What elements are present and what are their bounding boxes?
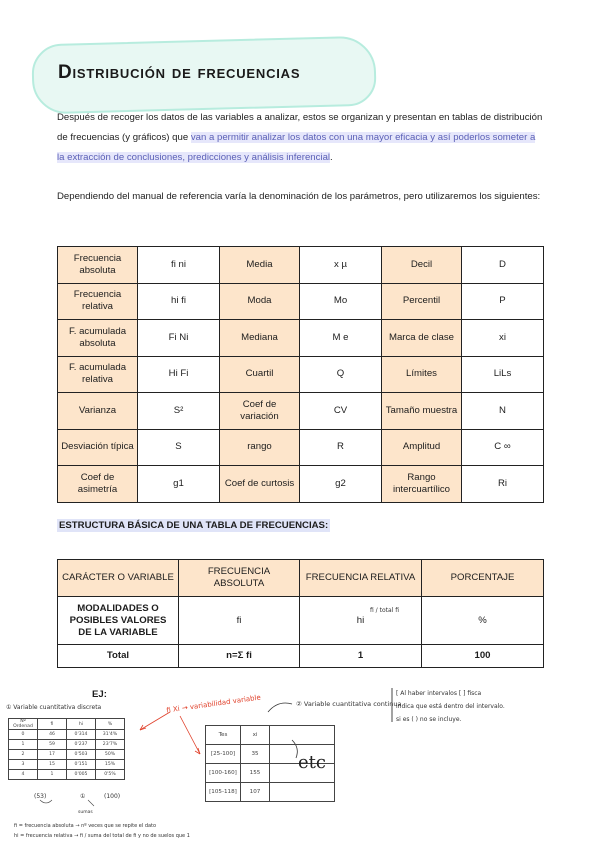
total-cell: n=Σ fi (179, 645, 300, 668)
parameter-row (58, 283, 544, 320)
parameter-symbol: g1 (138, 466, 220, 503)
note-continuous-variable: ② Variable cuantitativa continua (296, 700, 402, 708)
parameter-symbol: S (138, 429, 220, 466)
parameters-table (57, 246, 544, 503)
parameter-name: Percentil (382, 283, 462, 320)
parameter-name: Varianza (58, 393, 138, 430)
mini-total-percent: (100) (104, 793, 121, 800)
handwritten-discrete-table (8, 718, 125, 780)
frequency-table-row (58, 597, 544, 645)
mini2-header-empty-cell (270, 726, 335, 745)
red-arrow-left (140, 712, 170, 730)
mini2-row-cell: [25-100] (206, 745, 241, 764)
hi-definition: hi = frecuencia relativa → fi / suma del total de fi y no de suelos que 1 (14, 833, 190, 839)
mini-row-cell: 0'5% (96, 770, 125, 780)
parameter-name: Coef de curtosis (220, 466, 300, 503)
parameter-name: Moda (220, 283, 300, 320)
parameter-name: Frecuencia relativa (58, 283, 138, 320)
parameter-name: Coef de asimetría (58, 466, 138, 503)
mini-row-cell: 23'7% (96, 740, 125, 750)
hi-value: hi (356, 614, 365, 626)
ink-arrow (268, 703, 292, 712)
parameter-name: Marca de clase (382, 320, 462, 357)
parameter-name: Coef de variación (220, 393, 300, 430)
mini-row-cell: 15% (96, 760, 125, 770)
brace-note-3: si es ( ) no se incluye. (396, 716, 462, 723)
parameter-name: rango (220, 429, 300, 466)
parameter-row (58, 429, 544, 466)
parameter-symbol: Fi Ni (138, 320, 220, 357)
parameter-symbol: g2 (300, 466, 382, 503)
mini2-row-cell: 35 (241, 745, 270, 764)
mini2-header-cell: Tes (206, 726, 241, 745)
mini-header (9, 719, 125, 730)
parameter-symbol: P (462, 283, 544, 320)
parameter-symbol: Q (300, 356, 382, 393)
header-cell: PORCENTAJE (422, 560, 544, 597)
mini2-header (206, 726, 335, 745)
title-banner (32, 40, 372, 106)
mini-header-cell: hi (67, 719, 96, 730)
param-intro: Dependiendo del manual de referencia varía la denominación de los parámetros, pero utilizaremos los siguientes: (57, 191, 541, 202)
mini-total-hi: ① (80, 793, 86, 800)
mini-header-cell: % (96, 719, 125, 730)
hi-handwritten-note: fi / total fi (370, 607, 400, 614)
mini-row-cell: 31'4% (96, 730, 125, 740)
parameter-symbol: M e (300, 320, 382, 357)
frequency-table-header (58, 560, 544, 597)
mini-row-cell: 0'503 (67, 750, 96, 760)
parameter-symbol: Ri (462, 466, 544, 503)
parameter-symbol: C ∞ (462, 429, 544, 466)
parameter-name: Tamaño muestra (382, 393, 462, 430)
header-cell: FRECUENCIA ABSOLUTA (179, 560, 300, 597)
mini-row-cell: 15 (38, 760, 67, 770)
parameter-symbol: R (300, 429, 382, 466)
parameter-name: Desviación típica (58, 429, 138, 466)
mini-row-cell: 0 (9, 730, 38, 740)
mini2-row (206, 783, 335, 802)
intro-paragraph (57, 108, 545, 168)
parameter-row (58, 393, 544, 430)
mini-row (9, 770, 125, 780)
mini-header-cell: fi (38, 719, 67, 730)
mini2-row-cell: 107 (241, 783, 270, 802)
mini-row-cell: 17 (38, 750, 67, 760)
parameter-symbol: CV (300, 393, 382, 430)
mini-row-cell: 1 (38, 770, 67, 780)
page-title: Distribución de frecuencias (58, 62, 301, 83)
mini-row-cell: 1 (9, 740, 38, 750)
parameter-symbol: LiLs (462, 356, 544, 393)
intro-highlight: van a permitir analizar los datos con una mayor eficacia y así poderlos someter a la extracción de conclusiones, predicciones y análisis inferencial (57, 132, 536, 163)
parameter-name: Amplitud (382, 429, 462, 466)
intro-end: . (330, 152, 333, 163)
note-discrete-variable: ① Variable cuantitativa discreta (6, 704, 102, 711)
red-arrowhead-left (140, 725, 146, 730)
mini-sum-label: sumas (78, 810, 93, 815)
row-cell: fi (179, 597, 300, 645)
mini-row (9, 730, 125, 740)
parameter-row (58, 247, 544, 284)
parameter-symbol: S² (138, 393, 220, 430)
parameter-name: F. acumulada relativa (58, 356, 138, 393)
parameter-symbol: N (462, 393, 544, 430)
mini-row-cell: 46 (38, 730, 67, 740)
red-arrow-right (180, 716, 200, 754)
etc-note: etc (298, 752, 326, 773)
parameter-symbol: Hi Fi (138, 356, 220, 393)
header-cell: FRECUENCIA RELATIVA (300, 560, 422, 597)
mini-row (9, 740, 125, 750)
parameter-symbol: hi fi (138, 283, 220, 320)
mini2-header-cell: xi (241, 726, 270, 745)
parameter-name: Frecuencia absoluta (58, 247, 138, 284)
mini-row (9, 750, 125, 760)
parameter-row (58, 320, 544, 357)
parameter-symbol: xi (462, 320, 544, 357)
row-cell: % (422, 597, 544, 645)
total-cell: 100 (422, 645, 544, 668)
frequency-table-total (58, 645, 544, 668)
mini-row-cell: 50% (96, 750, 125, 760)
mini-row-cell: 0'151 (67, 760, 96, 770)
mini2-row-empty-cell (270, 783, 335, 802)
parameter-name: Decil (382, 247, 462, 284)
total-cell: Total (58, 645, 179, 668)
parameter-name: F. acumulada absoluta (58, 320, 138, 357)
parameter-row (58, 466, 544, 503)
parameter-name: Cuartil (220, 356, 300, 393)
mini2-row-cell: 155 (241, 764, 270, 783)
red-arrowhead-right (195, 748, 200, 754)
parameter-symbol: Mo (300, 283, 382, 320)
example-label: EJ: (92, 689, 107, 700)
fi-definition: fi = frecuencia absoluta → nº veces que se repite el dato (14, 823, 157, 829)
mini2-row-cell: [105-118] (206, 783, 241, 802)
header-cell: CARÁCTER O VARIABLE (58, 560, 179, 597)
mini-row-cell: 59 (38, 740, 67, 750)
mini-total-fi: (53) (34, 793, 47, 800)
row-cell: MODALIDADES O POSIBLES VALORES DE LA VARIABLE (58, 597, 179, 645)
parameter-symbol: fi ni (138, 247, 220, 284)
mini-row (9, 760, 125, 770)
parameter-name: Mediana (220, 320, 300, 357)
parameter-symbol: D (462, 247, 544, 284)
mini-row-cell: 0'314 (67, 730, 96, 740)
mini-sum-marks (40, 800, 94, 806)
total-cell: 1 (300, 645, 422, 668)
frequency-table (57, 559, 544, 668)
mini-row-cell: 0'005 (67, 770, 96, 780)
mini-row-cell: 3 (9, 760, 38, 770)
mini-row-cell: 2 (9, 750, 38, 760)
mini-header-cell: Nº Ordenad (9, 719, 38, 730)
intro-text: Después de recoger los datos de las variables a analizar, estos se organizan y presentan en tablas de distribución de frecuencias (y gráficos) que (57, 112, 543, 143)
row-cell-hi (300, 597, 422, 645)
parameter-name: Rango intercuartílico (382, 466, 462, 503)
parameter-name: Media (220, 247, 300, 284)
mini-row-cell: 4 (9, 770, 38, 780)
parameter-row (58, 356, 544, 393)
parameter-name: Límites (382, 356, 462, 393)
parameter-symbol: x µ (300, 247, 382, 284)
brace-note-1: [ Al haber intervalos [ ] fisca (396, 690, 482, 697)
brace-note-2: indica que está dentro del intervalo. (396, 703, 505, 710)
mini-row-cell: 0'237 (67, 740, 96, 750)
red-note: fi Xi → variabilidad variable (165, 693, 262, 715)
structure-title: ESTRUCTURA BÁSICA DE UNA TABLA DE FRECUENCIAS: (59, 520, 329, 531)
mini2-row-cell: [100-160] (206, 764, 241, 783)
